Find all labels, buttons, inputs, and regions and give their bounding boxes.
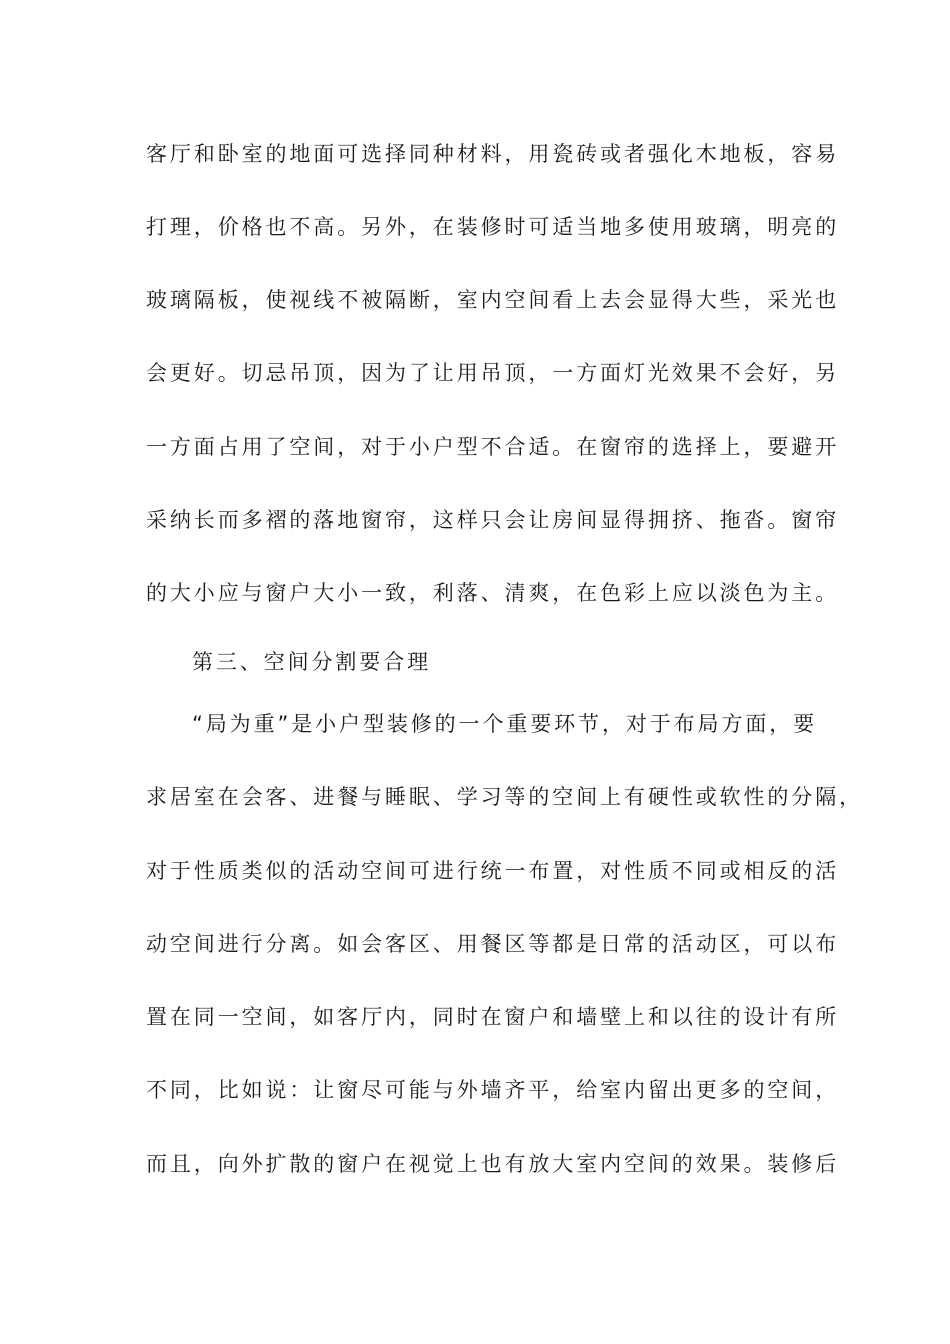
body-text-line: 置在同一空间，如客厅内，同时在窗户和墙壁上和以往的设计有所 [146,1005,840,1029]
body-text-line: 的大小应与窗户大小一致，利落、清爽，在色彩上应以淡色为主。 [146,581,840,605]
section-heading: 第三、空间分割要合理 [192,650,431,674]
body-text-line: 打理，价格也不高。另外，在装修时可适当地多使用玻璃，明亮的 [146,215,840,239]
body-text-line: 采纳长而多褶的落地窗帘，这样只会让房间显得拥挤、拖沓。窗帘 [146,508,840,532]
body-text-line: 一方面占用了空间，对于小户型不合适。在窗帘的选择上，要避开 [146,435,840,459]
body-text-line: 求居室在会客、进餐与睡眠、学习等的空间上有硬性或软性的分隔， [146,785,863,809]
body-text-line: 玻璃隔板，使视线不被隔断，室内空间看上去会显得大些，采光也 [146,288,840,312]
body-text-line: 对于性质类似的活动空间可进行统一布置，对性质不同或相反的活 [146,859,840,883]
body-text-line: 动空间进行分离。如会客区、用餐区等都是日常的活动区，可以布 [146,932,840,956]
body-text-line: 客厅和卧室的地面可选择同种材料，用瓷砖或者强化木地板，容易 [146,142,840,166]
body-text-line: “局为重”是小户型装修的一个重要环节，对于布局方面，要 [192,712,818,736]
body-text-line: 会更好。切忌吊顶，因为了让用吊顶，一方面灯光效果不会好，另 [146,361,840,385]
body-text-line: 不同，比如说：让窗尽可能与外墙齐平，给室内留出更多的空间， [146,1078,840,1102]
body-text-line: 而且，向外扩散的窗户在视觉上也有放大室内空间的效果。装修后 [146,1152,840,1176]
